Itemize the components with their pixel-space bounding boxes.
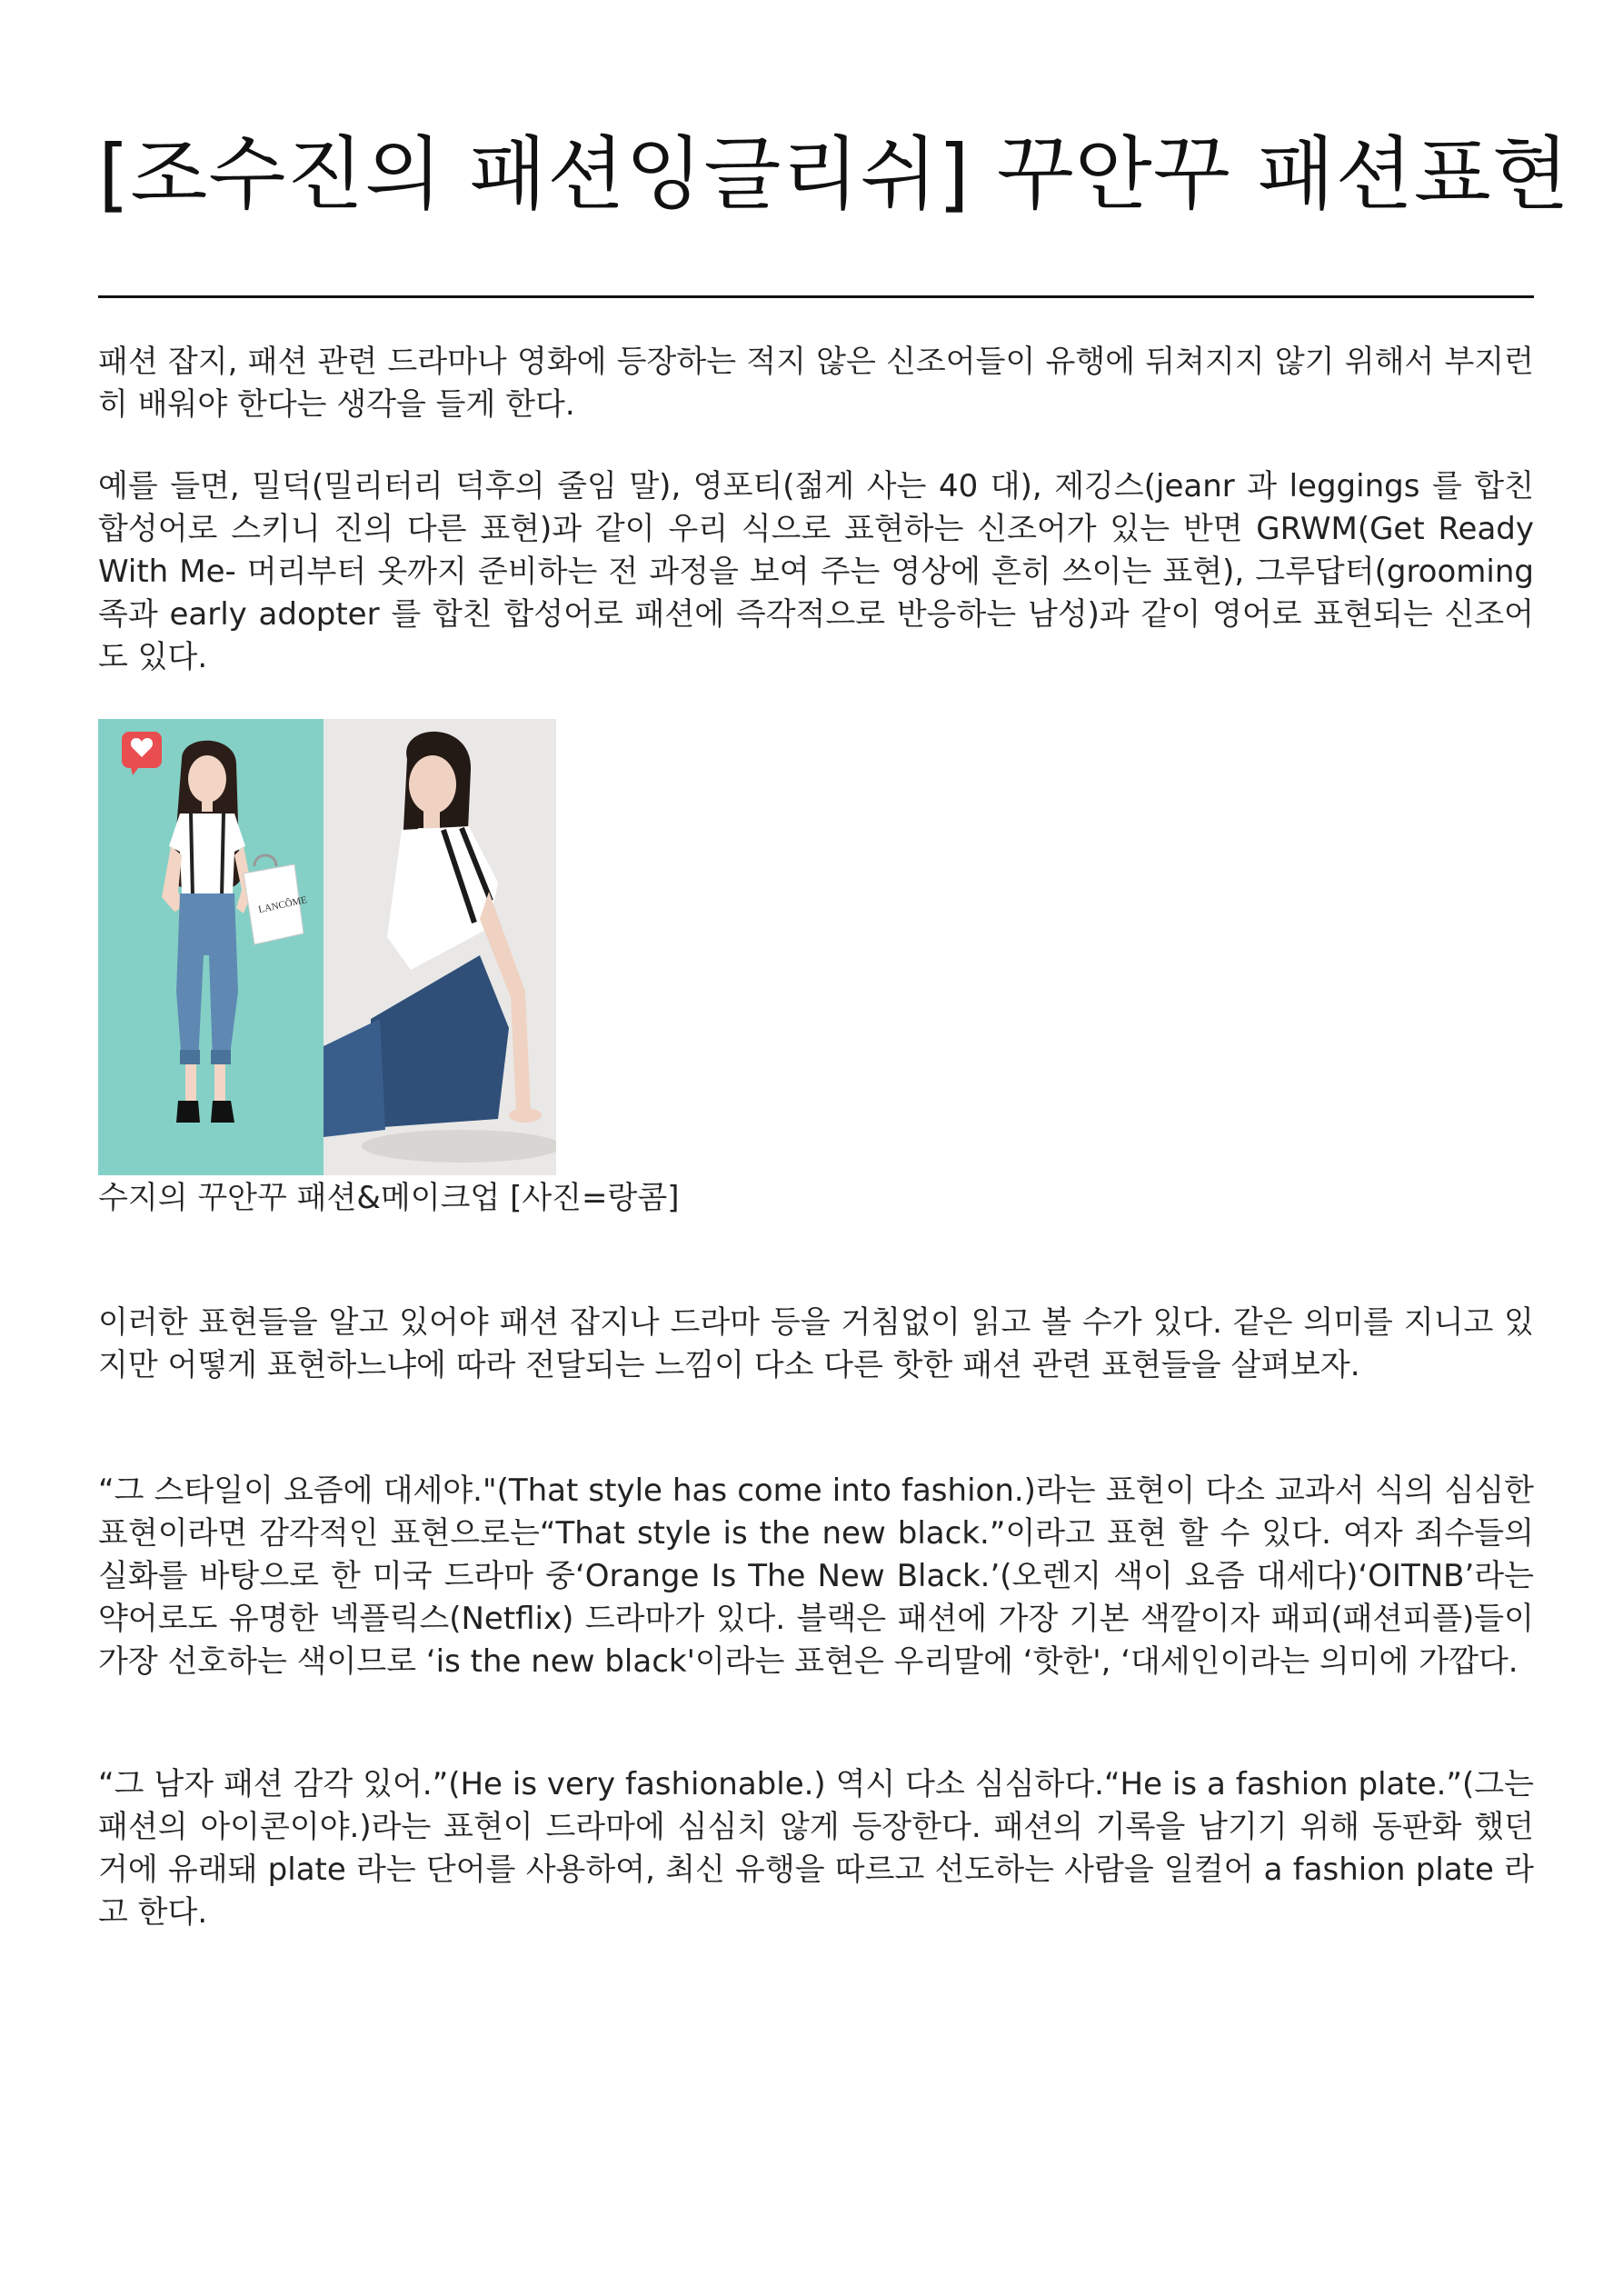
title-divider [98,295,1534,298]
photo-caption: 수지의 꾸안꾸 패션&메이크업 [사진=랑콤] [98,1180,680,1216]
article-paragraph: 패션 잡지, 패션 관련 드라마나 영화에 등장하는 적지 않은 신조어들이 유행에 뒤쳐지지 않기 위해서 부지런히 배워야 한다는 생각을 들게 한다. [98,344,1534,423]
bag-logo-text: LANCÔME [257,894,309,916]
article-paragraph: 이러한 표현들을 알고 있어야 패션 잡지나 드라마 등을 거침없이 읽고 볼 수가 있다. 같은 의미를 지니고 있지만 어떻게 표현하느냐에 따라 전달되는 느낌이 다소 다른 핫한 패션 관련 표현들을 살펴보자. [98,1304,1534,1383]
article-paragraph: “그 남자 패션 감각 있어.”(He is very fashionable.) 역시 다소 심심하다.“He is a fashion plate.”(그는 패션의 아이콘이야.)라는 표현이 드라마에 심심치 않게 등장한다. 패션의 기록을 남기기 위해 동판화 했던 거에 유래돼 plate 라는 단어를 사용하여, 최신 유행을 따르고 선도하는 사람을 일컬어 a fashion plate 라고 한다. [98,1766,1544,1931]
article-paragraph: “그 스타일이 요즘에 대세야."(That style has come into fashion.)라는 표현이 다소 교과서 식의 심심한 표현이라면 감각적인 표현으로는“That style is the new black.”이라고 표현 할 수 있다. 여자 죄수들의 실화를 바탕으로 한 미국 드라마 중‘Orange Is The New Black.’(오렌지 색이 요즘 대세다)‘OITNB’라는 약어로도 유명한 넥플릭스(Netflix) 드라마가 있다. 블랙은 패션에 가장 기본 색깔이자 패피(패션피플)들이 가장 선호하는 색이므로 ‘is the new black'이라는 표현은 우리말에 ‘핫한', ‘대세인이라는 의미에 가깝다. [98,1472,1544,1680]
article-title: [조수진의 패션잉글리쉬] 꾸안꾸 패션표현 [98,127,1570,221]
article-photo [98,719,556,1175]
article-paragraph: 예를 들면, 밀덕(밀리터리 덕후의 줄임 말), 영포티(젊게 사는 40 대), 제깅스(jeanr 과 leggings 를 합친 합성어로 스키니 진의 다른 표현)과 같이 우리 식으로 표현하는 신조어가 있는 반면 GRWM(Get Ready With Me- 머리부터 옷까지 준비하는 전 과정을 보여 주는 영상에 흔히 쓰이는 표현), 그루답터(grooming 족과 early adopter 를 합친 합성어로 패션에 즉각적으로 반응하는 남성)과 같이 영어로 표현되는 신조어도 있다. [98,468,1544,675]
